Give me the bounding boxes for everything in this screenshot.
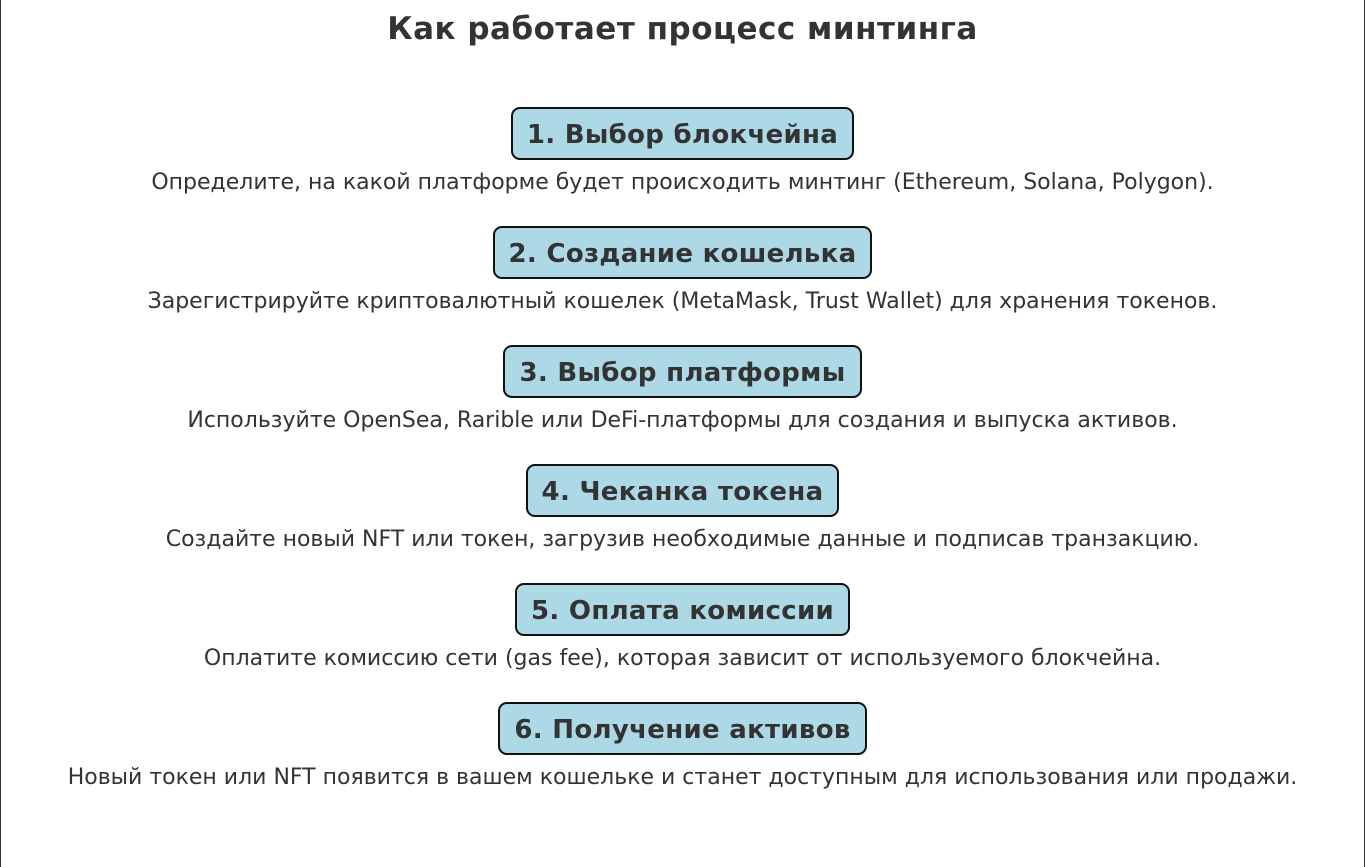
step-4-box: 4. Чеканка токена (526, 464, 840, 517)
step-4 (0, 464, 1365, 517)
step-4-description: Создайте новый NFT или токен, загрузив необходимые данные и подписав транзакцию. (165, 527, 1200, 552)
step-6-box: 6. Получение активов (498, 702, 866, 755)
step-5-description: Оплатите комиссию сети (gas fee), которая зависит от используемого блокчейна. (203, 646, 1162, 671)
step-2 (0, 226, 1365, 279)
step-3-description: Используйте OpenSea, Rarible или DeFi-платформы для создания и выпуска активов. (187, 408, 1178, 433)
step-1 (0, 107, 1365, 160)
step-2-box: 2. Создание кошелька (493, 226, 873, 279)
step-5 (0, 583, 1365, 636)
step-6 (0, 702, 1365, 755)
step-6-description: Новый токен или NFT появится в вашем кошельке и станет доступным для использования или продажи. (67, 765, 1298, 790)
step-1-description: Определите, на какой платформе будет происходить минтинг (Ethereum, Solana, Polygon). (151, 170, 1214, 195)
diagram-title: Как работает процесс минтинга (387, 11, 978, 47)
step-1-box: 1. Выбор блокчейна (511, 107, 854, 160)
step-3 (0, 345, 1365, 398)
step-3-box: 3. Выбор платформы (503, 345, 861, 398)
step-5-box: 5. Оплата комиссии (515, 583, 850, 636)
step-2-description: Зарегистрируйте криптовалютный кошелек (MetaMask, Trust Wallet) для хранения токенов. (147, 289, 1218, 314)
